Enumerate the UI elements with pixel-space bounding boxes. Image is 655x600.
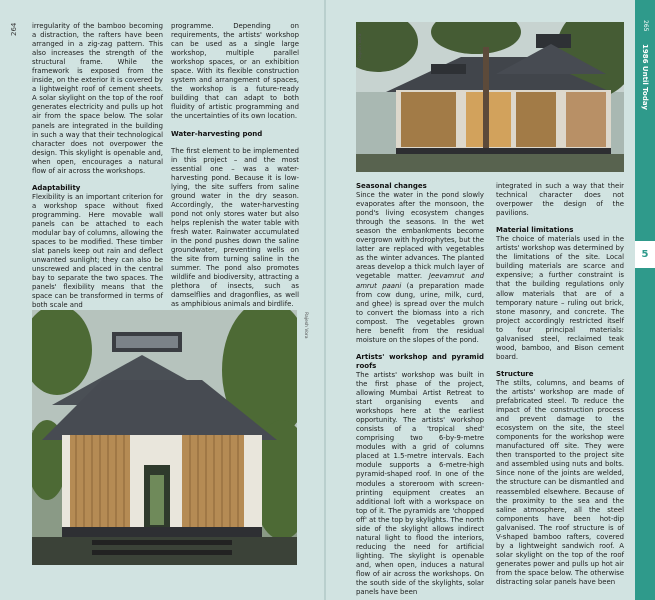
page-number-left: 264 bbox=[10, 22, 18, 36]
pavilion-photo bbox=[356, 22, 624, 172]
heading-adaptability: Adaptability bbox=[32, 183, 81, 192]
structure-body: The stilts, columns, and beams of the artists' workshop are made of prefabricated steel. To reduce the impact of the construction process and prevent damage to the ecosystem on the site, the steel components for the workshop were manufactured off site. They were then transported to the project site and assembled using nuts and bolts. Since none of the joints are welded, the structure can be dismantled and reassembled elsewhere. Because of the proximity to the sea and the saline atmosphere, all the steel components have been hot-dip galvanised. The roof structure is of V-shaped bamboo rafters, covered by a lightweight sandwich roof. A solar skylight on the top of the roof generates power and pulls up hot air from the space below. The otherwise distracting solar panels have been bbox=[496, 378, 624, 586]
heading-water-harvesting-pond: Water-harvesting pond bbox=[171, 129, 263, 138]
page-number-right: 265 bbox=[642, 20, 649, 32]
chapter-side-tab bbox=[635, 0, 655, 600]
heading-structure: Structure bbox=[496, 369, 534, 378]
left-column-2 bbox=[171, 22, 299, 317]
right-column-2 bbox=[496, 182, 624, 595]
left-col2-body: The first element to be implemented in this project – and the most essential one – was a water-harvesting pond. Because it is low-lying, the site suffers from saline ground water in the dry season. Accordingly, the water-harvesting pond not only stores water but also helps replenish the water table with fresh water. Rainwater accumulated in the pond pushes down the saline groundwater, preventing wells on the site from turning saline in the summer. The pond also promotes wildlife and biodiversity, attracting a plethora of insects, such as damselflies and dragonflies, as well as amphibious animals and birdlife. bbox=[171, 146, 299, 309]
jeevamrut-term: Jeevamrut and amrut paani bbox=[356, 272, 484, 290]
seasonal-body-rest: (a preparation made from cow dung, urine, milk, curd, and ghee) is spread over the mulch to convert the biomass into a rich compost. The vegetables grown here benefit from the residual moisture on the slopes of the pond. bbox=[356, 281, 484, 344]
left-col2-intro: programme. Depending on requirements, the artists' workshop can be used as a single large workshop, multiple parallel workshop spaces, or an exhibition space. With its flexible construction system and arrangement of spaces, the workshop is a future-ready building that can adapt to both fluidity of artistic programming and the uncertainties of its own location. bbox=[171, 22, 299, 121]
section-title: 1986 Until Today bbox=[641, 44, 649, 110]
workshop-photo bbox=[32, 310, 297, 565]
left-column-1 bbox=[32, 22, 163, 318]
right-column-1 bbox=[356, 182, 484, 600]
heading-material-limitations: Material limitations bbox=[496, 226, 574, 235]
material-limitations-body: The choice of materials used in the artists' workshop was determined by the limitations of the site. Local building materials are scarce and expensive; a further constraint is that the building regulations only allow materials that are of a temporary nature – ruling out brick, stone masonry, and concrete. The project accordingly restricted itself to four principal materials: galvanised steel, reclaimed teak wood, bamboo, and Bison cement board. bbox=[496, 235, 624, 361]
chapter-number: 5 bbox=[635, 241, 655, 268]
photo-credit-left: Rajesh Vora bbox=[303, 312, 308, 339]
right-col2-intro: integrated in such a way that their technical character does not overpower the design of the pavilions. bbox=[496, 182, 624, 218]
artists-workshop-body: The artists' workshop was built in the first phase of the project, allowing Mumbai Artist Retreat to start organising events and workshops here at the earliest opportunity. The artists' workshop consists of a 'tropical shed' comprising two 6-by-9-metre modules with a grid of columns placed at 1.5-metre intervals. Each module supports a 6-metre-high pyramid-shaped roof. In one of the modules a storeroom with screen-printing equipment creates an additional loft with a workspace on top of it. The pyramids are 'chopped off' at the top by skylights. The north side of the skylight allows indirect natural light to flood the interiors, reducing the need for artificial lighting. The skylight is openable and, when open, induces a natural flow of air across the workshops. On the south side of the skylights, solar panels have been bbox=[356, 370, 484, 597]
seasonal-body: Since the water in the pond slowly evaporates after the monsoon, the pond's living ecosystem changes through the seasons. In the wet season the embankments become overgrown with hydrophytes, but the latter are replaced with vegetables as the winter advances. The planted areas develop a thick mulch layer of vegetable matter. bbox=[356, 191, 484, 281]
left-col1-intro: irregularity of the bamboo becoming a distraction, the rafters have been arranged in a zig-zag pattern. This also increases the strength of the structural frame. While the framework is exposed from the inside, on the exterior it is covered by a lightweight roof of cement sheets. A solar skylight on the top of the roof generates electricity and pulls up hot air from the space below. The solar panels are integrated in the building in such a way that their technological character does not overpower the design. This skylight is openable and, when open, encourages a natural flow of air across the workshops. bbox=[32, 22, 163, 175]
left-page bbox=[0, 0, 324, 600]
heading-seasonal-changes: Seasonal changes bbox=[356, 182, 427, 190]
heading-artists-workshop: Artists' workshop and pyramid roofs bbox=[356, 352, 484, 370]
left-col1-body: Flexibility is an important criterion for a workshop space without fixed programming. Here movable wall panels can be attached to each modular bay of columns, allowing the spaces to be modified. These timber slat panels keep out rain and deflect unwanted sunlight; they can also be unscrewed and placed in the central bay to separate the two spaces. The panels' flexibility means that the space can be transformed in terms of both scale and bbox=[32, 192, 163, 310]
photo-credit-right: Rajesh Vora bbox=[358, 33, 363, 60]
right-page bbox=[326, 0, 635, 600]
